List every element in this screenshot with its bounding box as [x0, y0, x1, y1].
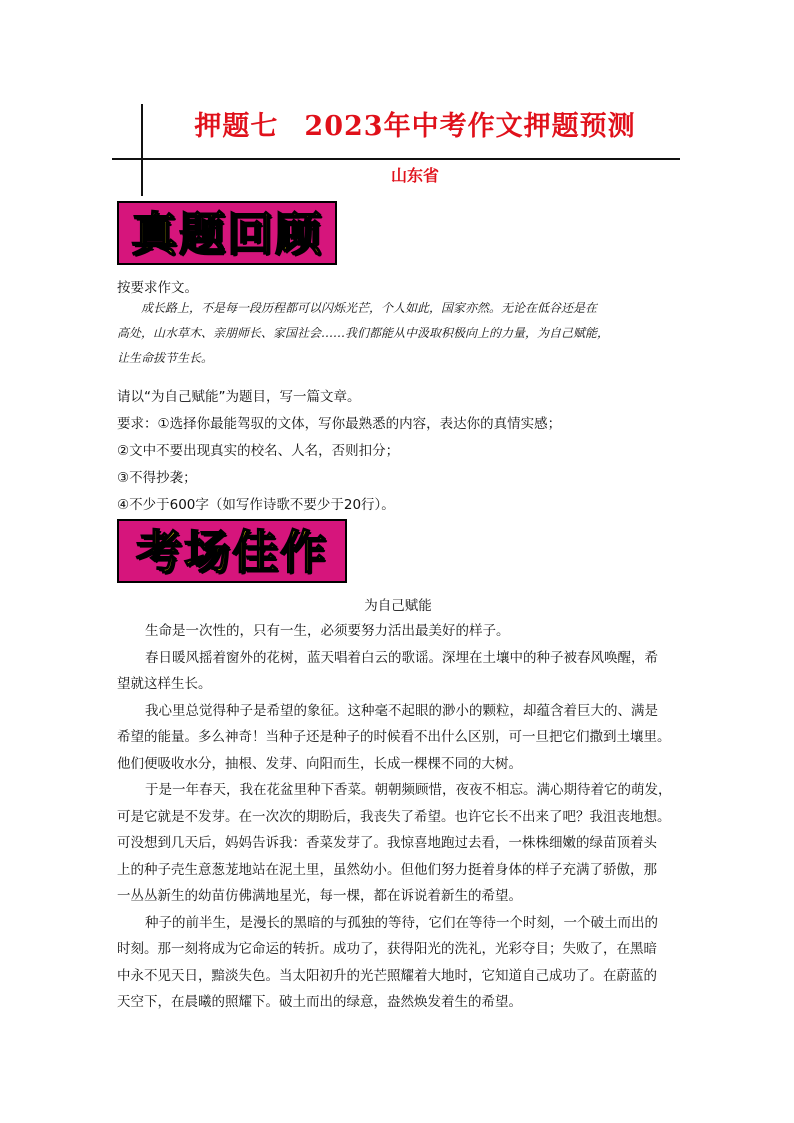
essay-line: 一丛丛新生的幼苗仿佛满地星光，每一棵，都在诉说着新生的希望。	[117, 888, 522, 904]
quote-line: 让生命拔节生长。	[117, 351, 214, 365]
header-horizontal-rule	[112, 158, 680, 160]
banner-essay-text: 考场佳作	[136, 525, 328, 579]
essay-body	[117, 618, 679, 1016]
quote-line: 高处，山水草木、亲朋师长、家国社会……我们都能从中汲取积极向上的力量，为自己赋能，	[117, 326, 610, 340]
section-banner-review	[117, 201, 337, 265]
requirement-4: ④不少于600字（如写作诗歌不要少于20行）。	[117, 497, 395, 513]
prompt-quote	[117, 296, 679, 371]
essay-line: 天空下，在晨曦的照耀下。破土而出的绿意，盎然焕发着生的希望。	[117, 994, 522, 1010]
essay-line: 可是它就是不发芽。在一次次的期盼后，我丧失了希望。也许它长不出来了吧？我沮丧地想。	[117, 808, 671, 825]
quote-line: 成长路上，不是每一段历程都可以闪烁光芒，个人如此，国家亦然。无论在低谷还是在	[141, 301, 598, 315]
essay-line: 生命是一次性的，只有一生，必须要努力活出最美好的样子。	[145, 623, 510, 639]
page-title	[150, 104, 680, 143]
instruction-text: 按要求作文。	[117, 280, 198, 296]
banner-review-text: 真题回顾	[131, 207, 323, 261]
essay-line: 于是一年春天，我在花盆里种下香菜。朝朝频顾惜，夜夜不相忘。满心期待着它的萌发，	[145, 782, 672, 798]
essay-line: 中永不见天日，黯淡失色。当太阳初升的光芒照耀着大地时，它知道自己成功了。在蔚蓝的	[117, 967, 657, 984]
requirement-1: 要求：①选择你最能驾驭的文体，写你最熟悉的内容，表达你的真情实感；	[117, 416, 562, 432]
essay-line: 春日暖风摇着窗外的花树，蓝天唱着白云的歌谣。深埋在土壤中的种子被春风唤醒，希	[145, 649, 658, 666]
province-label: 山东省	[390, 166, 439, 185]
requirement-2: ②文中不要出现真实的校名、人名，否则扣分；	[117, 443, 400, 459]
essay-line: 上的种子壳生意葱茏地站在泥土里，虽然幼小。但他们努力挺着身体的样子充满了骄傲，那	[117, 861, 657, 878]
essay-line: 时刻。那一刻将成为它命运的转折。成功了，获得阳光的洗礼，光彩夺目；失败了，在黑暗	[117, 941, 657, 957]
essay-line: 可没想到几天后，妈妈告诉我：香菜发芽了。我惊喜地跑过去看，一株株细嫩的绿苗顶着头	[117, 835, 657, 851]
essay-line: 我心里总觉得种子是希望的象征。这种毫不起眼的渺小的颗粒，却蕴含着巨大的、满是	[145, 702, 658, 719]
essay-title: 为自己赋能	[364, 598, 432, 614]
essay-line: 他们便吸收水分，抽根、发芽、向阳而生，长成一棵棵不同的大树。	[117, 755, 522, 772]
title-part-2: 2023年中考作文押题预测	[304, 111, 636, 142]
section-banner-essay	[117, 519, 347, 583]
requirement-3: ③不得抄袭；	[117, 470, 197, 486]
essay-line: 望就这样生长。	[117, 676, 212, 692]
essay-line: 种子的前半生，是漫长的黑暗的与孤独的等待，它们在等待一个时刻，一个破土而出的	[145, 914, 658, 931]
title-part-1: 押题七	[194, 111, 279, 142]
essay-line: 希望的能量。多么神奇！当种子还是种子的时候看不出什么区别，可一旦把它们撒到土壤里。	[117, 729, 671, 745]
header-vertical-rule	[141, 104, 143, 196]
prompt-text: 请以“为自己赋能”为题目，写一篇文章。	[117, 389, 361, 405]
